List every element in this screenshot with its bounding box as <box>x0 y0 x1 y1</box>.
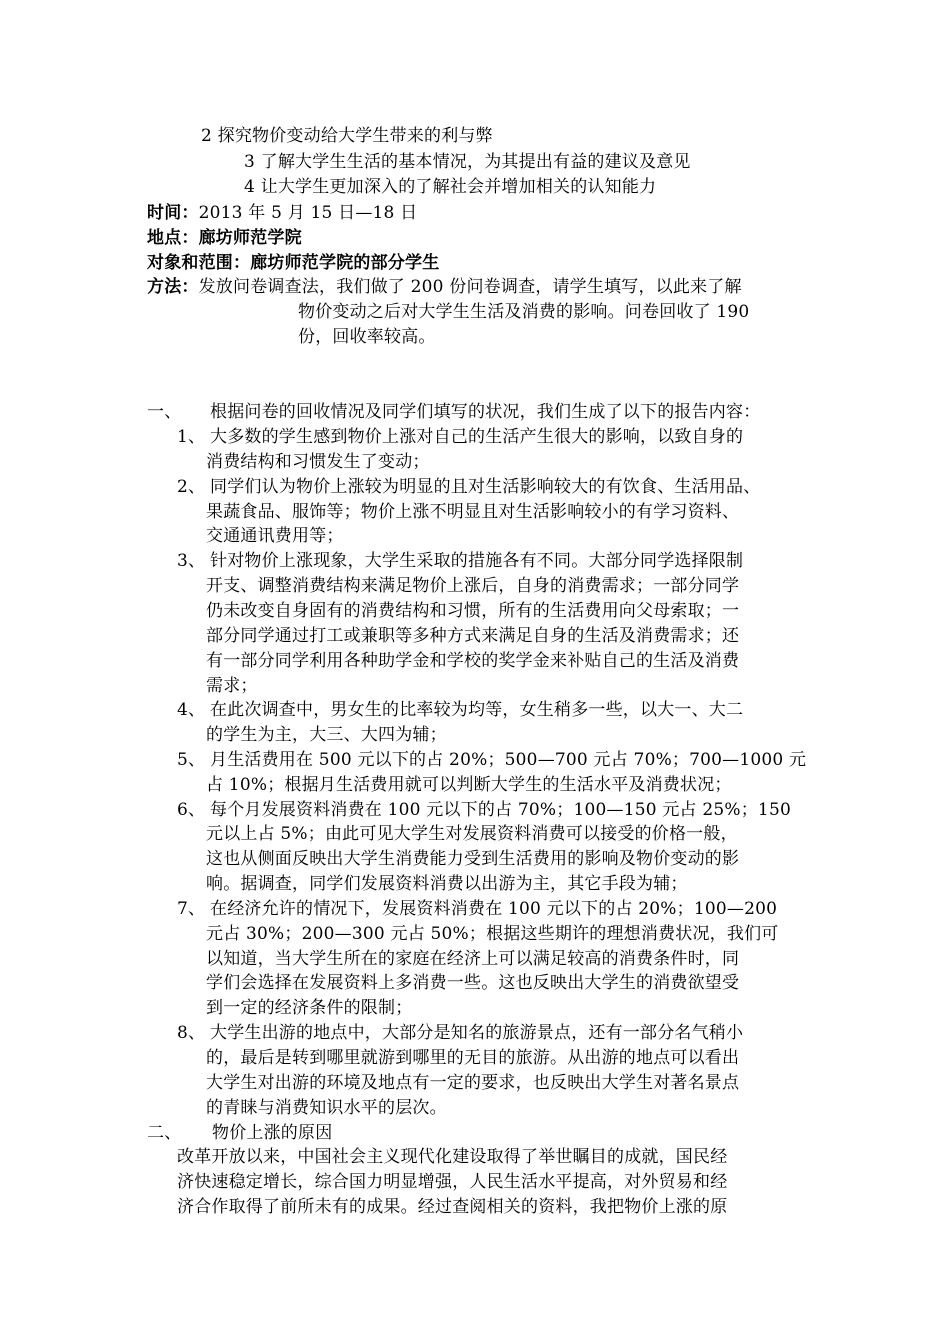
item-number: 1、 <box>177 427 206 447</box>
item-line: 月生活费用在 500 元以下的占 20%；500—700 元占 70%；700—1000 元 <box>210 750 807 770</box>
item-line: 有一部分同学利用各种助学金和学校的奖学金来补贴自己的生活及消费 <box>206 651 740 671</box>
method-label: 方法： <box>147 277 199 297</box>
scope-row <box>147 251 439 275</box>
item-line: 大学生对出游的环境及地点有一定的要求，也反映出大学生对著名景点 <box>206 1073 740 1093</box>
item-line: 元占 30%；200—300 元占 50%；根据这些期许的理想消费状况，我们可 <box>206 924 779 944</box>
item-line: 这也从侧面反映出大学生消费能力受到生活费用的影响及物价变动的影 <box>206 849 740 869</box>
goal-item: 2 探究物价变动给大学生带来的利与弊 <box>201 126 493 146</box>
method-row <box>147 275 742 299</box>
item-number: 7、 <box>177 899 206 919</box>
time-value: 2013 年 5 月 15 日—18 日 <box>198 203 418 223</box>
item-line: 果蔬食品、服饰等；物价上涨不明显且对生活影响较小的有学习资料、 <box>206 502 740 522</box>
item-line: 每个月发展资料消费在 100 元以下的占 70%；100—150 元占 25%；150 <box>210 800 791 820</box>
item-line: 在经济允许的情况下，发展资料消费在 100 元以下的占 20%；100—200 <box>210 899 778 919</box>
paragraph-line: 济快速稳定增长，综合国力明显增强，人民生活水平提高，对外贸易和经 <box>177 1172 728 1192</box>
item-line: 针对物价上涨现象，大学生采取的措施各有不同。大部分同学选择限制 <box>210 551 744 571</box>
item-number: 5、 <box>177 750 206 770</box>
item-line: 交通通讯费用等； <box>206 526 344 546</box>
method-line: 物价变动之后对大学生生活及消费的影响。问卷回收了 190 <box>298 302 750 322</box>
item-line: 占 10%；根据月生活费用就可以判断大学生的生活水平及消费状况； <box>206 775 732 795</box>
section-number: 一、 <box>147 402 182 422</box>
item-number: 6、 <box>177 800 206 820</box>
goal-item: 4 让大学生更加深入的了解社会并增加相关的认知能力 <box>244 177 657 197</box>
item-line: 开支、调整消费结构来满足物价上涨后，自身的消费需求；一部分同学 <box>206 576 740 596</box>
item-line: 消费结构和习惯发生了变动； <box>206 452 430 472</box>
item-line: 学们会选择在发展资料上多消费一些。这也反映出大学生的消费欲望受 <box>206 973 740 993</box>
item-line: 仍未改变自身固有的消费结构和习惯，所有的生活费用向父母索取；一 <box>206 601 740 621</box>
item-number: 2、 <box>177 477 206 497</box>
scope-value: 廊坊师范学院的部分学生 <box>250 253 440 273</box>
time-row <box>147 201 417 225</box>
goal-item: 3 了解大学生生活的基本情况，为其提出有益的建议及意见 <box>244 152 691 172</box>
item-number: 4、 <box>177 700 206 720</box>
item-line: 到一定的经济条件的限制； <box>206 998 413 1018</box>
item-line: 部分同学通过打工或兼职等多种方式来满足自身的生活及消费需求；还 <box>206 626 740 646</box>
place-row <box>147 226 302 250</box>
item-line: 的青睐与消费知识水平的层次。 <box>206 1098 447 1118</box>
method-line: 发放问卷调查法，我们做了 200 份问卷调查，请学生填写，以此来了解 <box>198 277 742 297</box>
item-line: 需求； <box>206 676 258 696</box>
item-line: 大多数的学生感到物价上涨对自己的生活产生很大的影响，以致自身的 <box>210 427 744 447</box>
item-line: 的学生为主，大三、大四为辅； <box>206 725 447 745</box>
item-line: 元以上占 5%；由此可见大学生对发展资料消费可以接受的价格一般， <box>206 824 738 844</box>
section-number: 二、 <box>147 1123 182 1143</box>
place-label: 地点： <box>147 228 199 248</box>
paragraph-line: 改革开放以来，中国社会主义现代化建设取得了举世瞩目的成就，国民经 <box>177 1147 728 1167</box>
item-line: 同学们认为物价上涨较为明显的且对生活影响较大的有饮食、生活用品、 <box>210 477 761 497</box>
scope-label: 对象和范围： <box>147 253 251 273</box>
item-line: 的，最后是转到哪里就游到哪里的无目的旅游。从出游的地点可以看出 <box>206 1048 740 1068</box>
place-value: 廊坊师范学院 <box>198 228 302 248</box>
item-line: 在此次调查中，男女生的比率较为均等，女生稍多一些，以大一、大二 <box>210 700 744 720</box>
paragraph-line: 济合作取得了前所未有的成果。经过查阅相关的资料，我把物价上涨的原 <box>177 1197 728 1217</box>
time-label: 时间： <box>147 203 199 223</box>
item-number: 3、 <box>177 551 206 571</box>
item-line: 响。据调查，同学们发展资料消费以出游为主，其它手段为辅； <box>206 874 688 894</box>
section-title: 根据问卷的回收情况及同学们填写的状况，我们生成了以下的报告内容： <box>210 402 761 422</box>
item-number: 8、 <box>177 1023 206 1043</box>
item-line: 大学生出游的地点中，大部分是知名的旅游景点，还有一部分名气稍小 <box>210 1023 744 1043</box>
method-line: 份，回收率较高。 <box>298 327 436 347</box>
item-line: 以知道，当大学生所在的家庭在经济上可以满足较高的消费条件时，同 <box>206 949 740 969</box>
section-title: 物价上涨的原因 <box>212 1123 333 1143</box>
